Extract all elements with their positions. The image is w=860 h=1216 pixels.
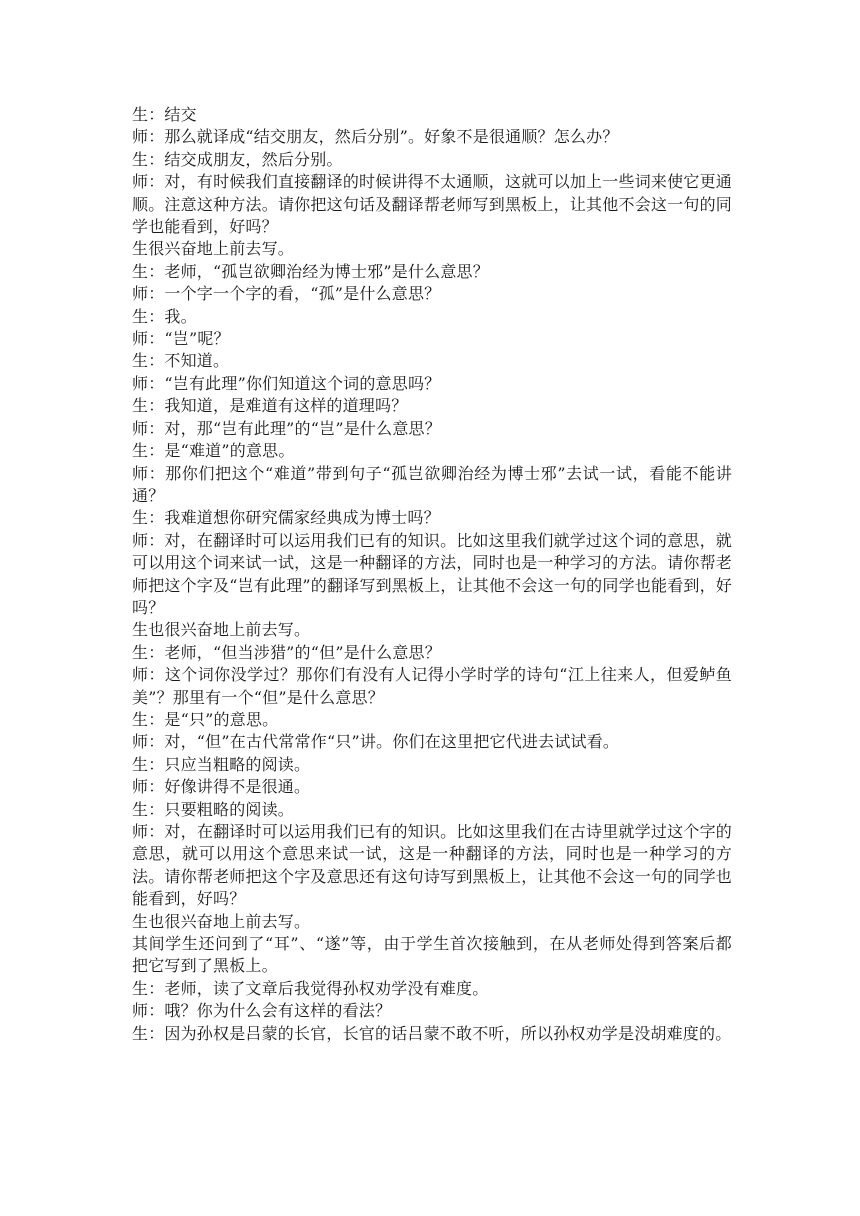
dialogue-paragraph: 师：对，在翻译时可以运用我们已有的知识。比如这里我们就学过这个词的意思，就可以用这个词来试一试，这是一种翻译的方法，同时也是一种学习的方法。请你帮老师把这个字及“岂有此理”的翻译写到黑板上，让其他不会这一句的同学也能看到，好吗？ bbox=[132, 530, 732, 617]
dialogue-paragraph: 生：因为孙权是吕蒙的长官，长官的话吕蒙不敢不听，所以孙权劝学是没胡难度的。 bbox=[132, 1023, 732, 1043]
dialogue-paragraph: 生：是“难道”的意思。 bbox=[132, 441, 295, 461]
dialogue-paragraph: 师：“岂有此理”你们知道这个词的意思吗？ bbox=[132, 373, 441, 393]
dialogue-paragraph: 师：那你们把这个“难道”带到句子“孤岂欲卿治经为博士邪”去试一试，看能不能讲通？ bbox=[132, 463, 732, 505]
dialogue-paragraph: 生也很兴奋地上前去写。 bbox=[132, 620, 311, 640]
dialogue-paragraph: 师：那么就译成“结交朋友，然后分别”。好象不是很通顺？怎么办？ bbox=[132, 127, 619, 147]
dialogue-paragraph: 师：哦？你为什么会有这样的看法？ bbox=[132, 1001, 392, 1021]
dialogue-paragraph: 师：好像讲得不是很通。 bbox=[132, 777, 311, 797]
dialogue-paragraph: 师：“岂”呢？ bbox=[132, 329, 230, 349]
dialogue-paragraph: 其间学生还问到了“耳”、“遂”等，由于学生首次接触到，在从老师处得到答案后都把它写到了黑板上。 bbox=[132, 934, 732, 976]
dialogue-paragraph: 师：对，“但”在古代常常作“只”讲。你们在这里把它代进去试试看。 bbox=[132, 732, 620, 752]
dialogue-paragraph: 师：对，有时候我们直接翻译的时候讲得不太通顺，这就可以加上一些词来使它更通顺。注意这种方法。请你把这句话及翻译帮老师写到黑板上，让其他不会这一句的同学也能看到，好吗？ bbox=[132, 172, 732, 237]
dialogue-paragraph: 生：结交成朋友，然后分别。 bbox=[132, 149, 343, 169]
document-body bbox=[132, 104, 732, 1045]
dialogue-paragraph: 师：对，在翻译时可以运用我们已有的知识。比如这里我们在古诗里就学过这个字的意思，就可以用这个意思来试一试，这是一种翻译的方法，同时也是一种学习的方法。请你帮老师把这个字及意思还有这句诗写到黑板上，让其他不会这一句的同学也能看到，好吗？ bbox=[132, 822, 732, 909]
dialogue-paragraph: 生：我知道，是难道有这样的道理吗？ bbox=[132, 396, 408, 416]
dialogue-paragraph: 生：我。 bbox=[132, 306, 197, 326]
dialogue-paragraph: 生也很兴奋地上前去写。 bbox=[132, 911, 311, 931]
dialogue-paragraph: 生：只要粗略的阅读。 bbox=[132, 799, 295, 819]
dialogue-paragraph: 生：老师，“孤岂欲卿治经为博士邪”是什么意思？ bbox=[132, 261, 489, 281]
dialogue-paragraph: 生：老师，“但当涉猎”的“但”是什么意思？ bbox=[132, 642, 441, 662]
dialogue-paragraph: 生：是“只”的意思。 bbox=[132, 709, 279, 729]
dialogue-paragraph: 生：不知道。 bbox=[132, 351, 230, 371]
dialogue-paragraph: 生很兴奋地上前去写。 bbox=[132, 239, 295, 259]
dialogue-paragraph: 生：老师，读了文章后我觉得孙权劝学没有难度。 bbox=[132, 978, 489, 998]
dialogue-paragraph: 师：对，那“岂有此理”的“岂”是什么意思？ bbox=[132, 418, 441, 438]
dialogue-paragraph: 师：这个词你没学过？那你们有没有人记得小学时学的诗句“江上往来人，但爱鲈鱼美”？那里有一个“但”是什么意思？ bbox=[132, 665, 732, 707]
dialogue-paragraph: 生：我难道想你研究儒家经典成为博士吗？ bbox=[132, 508, 440, 528]
dialogue-paragraph: 生：只应当粗略的阅读。 bbox=[132, 754, 311, 774]
dialogue-paragraph: 生：结交 bbox=[132, 105, 197, 124]
dialogue-paragraph: 师：一个字一个字的看，“孤”是什么意思？ bbox=[132, 284, 441, 304]
